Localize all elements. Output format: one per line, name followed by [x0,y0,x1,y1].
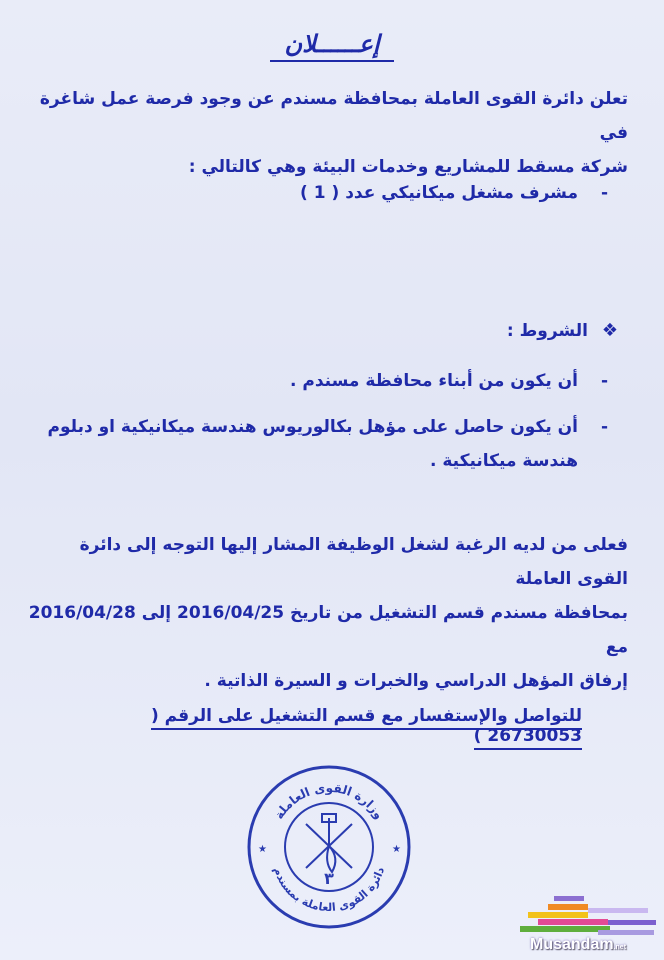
contact-line: للتواصل والإستفسار مع قسم التشغيل على الرقم ( 26730053 ) [62,706,582,746]
instructions-line: فعلى من لديه الرغبة لشغل الوظيفة المشار إليها التوجه إلى دائرة القوى العاملة [79,535,628,589]
star-icon: ★ [258,844,267,855]
stamp-bottom-text: دائرة القوى العاملة بمسندم [270,865,388,915]
conditions-heading [507,320,618,341]
star-icon: ★ [392,844,401,855]
condition-text: أن يكون حاصل على مؤهل بكالوريوس هندسة ميكانيكية او دبلوم هندسة ميكانيكية . [47,417,578,471]
watermark-text: Musandam.net [530,936,627,953]
intro-line-2: شركة مسقط للمشاريع وخدمات البيئة وهي كالتالي : [188,157,628,177]
condition-item [28,364,608,398]
intro-paragraph [28,82,628,184]
condition-dash: - [600,417,608,437]
diamond-bullet-icon: ❖ [601,320,618,341]
official-stamp [244,762,414,932]
intro-line-1: تعلن دائرة القوى العاملة بمحافظة مسندم عن وجود فرصة عمل شاغرة في [39,89,628,143]
instructions-line: بمحافظة مسندم قسم التشغيل من تاريخ 2016/04/25 إلى 2016/04/28 مع [28,603,628,657]
khanjar-emblem-icon [306,814,352,872]
condition-item [28,410,608,478]
job-item [28,176,608,210]
stamp-top-text: وزارة القوى العاملة [271,780,387,822]
instructions-paragraph [28,528,628,698]
condition-dash: - [600,371,608,391]
stamp-number: ٣ [324,869,334,888]
instructions-line: إرفاق المؤهل الدراسي والخبرات و السيرة الذاتية . [204,671,628,691]
announcement-title: إعــــــلان [0,30,664,58]
conditions-heading-text: الشروط : [506,321,588,341]
job-dash: - [600,183,608,203]
job-text: مشرف مشغل ميكانيكي عدد ( 1 ) [300,183,578,203]
condition-text: أن يكون من أبناء محافظة مسندم . [290,371,578,391]
